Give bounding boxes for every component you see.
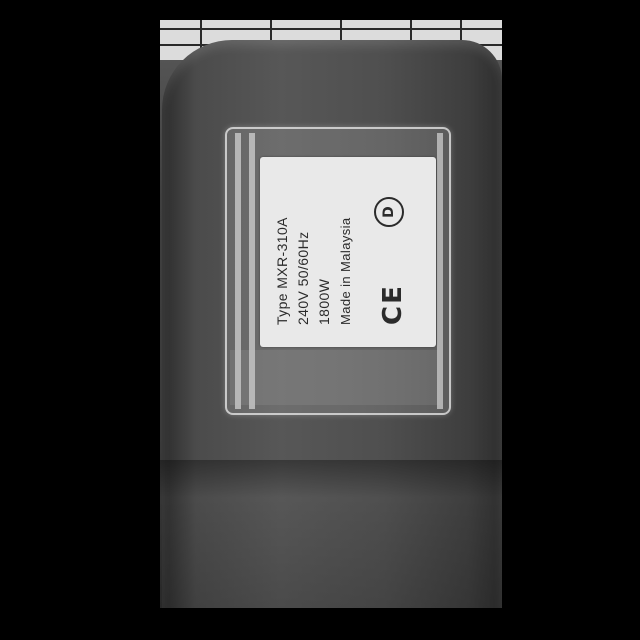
- label-origin: Made in Malaysia: [338, 217, 353, 325]
- d-mark-icon: D: [374, 197, 404, 227]
- label-voltage: 240V 50/60Hz: [295, 231, 311, 325]
- sleeve-glare: [230, 350, 440, 405]
- photo: [160, 20, 502, 608]
- label-type: Type MXR-310A: [274, 217, 290, 325]
- ce-mark-icon: CE: [378, 284, 408, 325]
- rating-label: [260, 157, 436, 347]
- label-wattage: 1800W: [316, 278, 332, 325]
- rating-label-content: [260, 157, 436, 347]
- appliance-shadow: [160, 460, 502, 608]
